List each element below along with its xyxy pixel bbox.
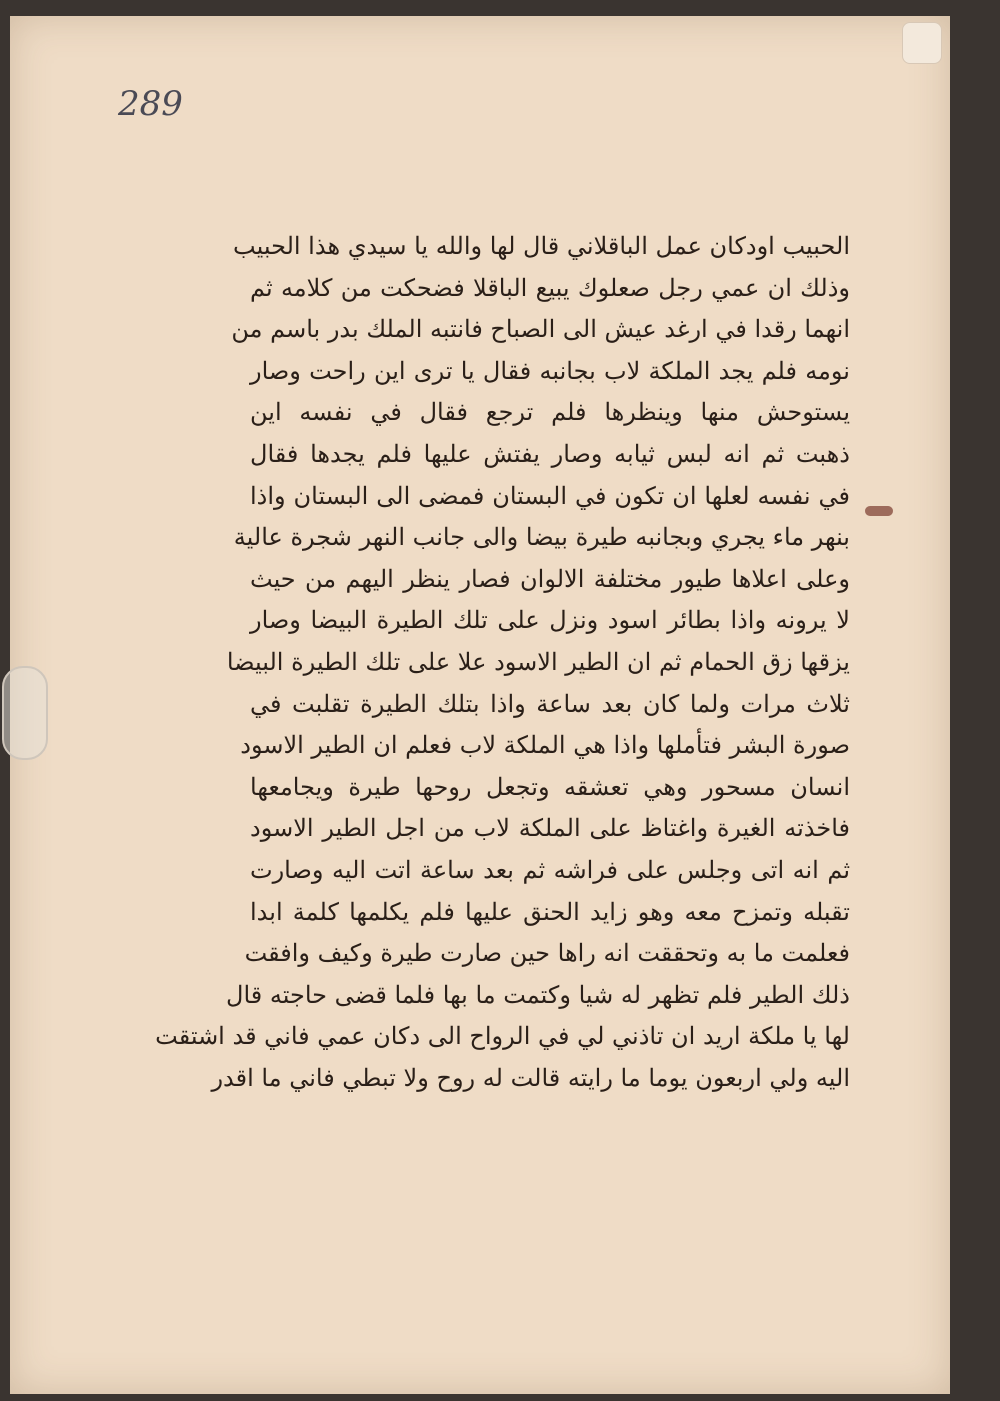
ink-stain — [865, 506, 893, 516]
text-line: بنهر ماء يجري وبجانبه طيرة بيضا والى جانب النهر شجرة عالية — [233, 523, 850, 552]
text-line: ثلاث مرات ولما كان بعد ساعة واذا بتلك الطيرة تقلبت في — [250, 689, 850, 718]
manuscript-page — [10, 16, 950, 1394]
text-line: فعلمت ما به وتحققت انه راها حين صارت طيرة وكيف وافقت — [244, 939, 850, 968]
text-line: في نفسه لعلها ان تكون في البستان فمضى الى البستان واذا — [250, 481, 850, 510]
binding-thread-loop — [2, 666, 48, 760]
text-line: صورة البشر فتأملها واذا هي الملكة لاب فعلم ان الطير الاسود — [240, 731, 850, 760]
text-line: ذلك الطير فلم تظهر له شيا وكتمت ما بها فلما قضى حاجته قال — [226, 980, 850, 1009]
text-line: انسان مسحور وهي تعشقه وتجعل روحها طيرة ويجامعها — [250, 772, 850, 801]
text-line: ثم انه اتى وجلس على فراشه ثم بعد ساعة اتت اليه وصارت — [250, 855, 850, 884]
text-line: وذلك ان عمي رجل صعلوك يبيع الباقلا فضحكت من كلامه ثم — [250, 273, 851, 302]
text-line: وعلى اعلاها طيور مختلفة الالوان فصار ينظر اليهم من حيث — [250, 564, 850, 593]
text-line: يزقها زق الحمام ثم ان الطير الاسود علا على تلك الطيرة البيضا — [226, 647, 850, 676]
text-line: فاخذته الغيرة واغتاظ على الملكة لاب من اجل الطير الاسود — [250, 814, 850, 843]
text-line: الحبيب اودكان عمل الباقلاني قال لها والله يا سيدي هذا الحبيب — [233, 232, 850, 260]
text-line: ذهبت ثم انه لبس ثيابه وصار يفتش عليها فلم يجدها فقال — [250, 439, 850, 468]
page-corner-tab — [902, 22, 942, 64]
text-line: اليه ولي اربعون يوما ما رايته قالت له روح ولا تبطي فاني ما اقدر — [211, 1063, 850, 1092]
text-line: نومه فلم يجد الملكة لاب بجانبه فقال يا ترى اين راحت وصار — [250, 356, 850, 385]
text-line: يستوحش منها وينظرها فلم ترجع فقال في نفسه اين — [250, 398, 850, 427]
text-line: تقبله وتمزح معه وهو زايد الحنق عليها فلم يكلمها كلمة ابدا — [250, 897, 850, 926]
text-line: لا يرونه واذا بطائر اسود ونزل على تلك الطيرة البيضا وصار — [250, 606, 850, 635]
text-line: لها يا ملكة اريد ان تاذني لي في الرواح الى دكان عمي فاني قد اشتقت — [155, 1022, 850, 1051]
text-block — [155, 226, 851, 1226]
text-line: انهما رقدا في ارغد عيش الى الصباح فانتبه الملك بدر باسم من — [231, 315, 850, 344]
folio-number: 289 — [118, 84, 183, 124]
